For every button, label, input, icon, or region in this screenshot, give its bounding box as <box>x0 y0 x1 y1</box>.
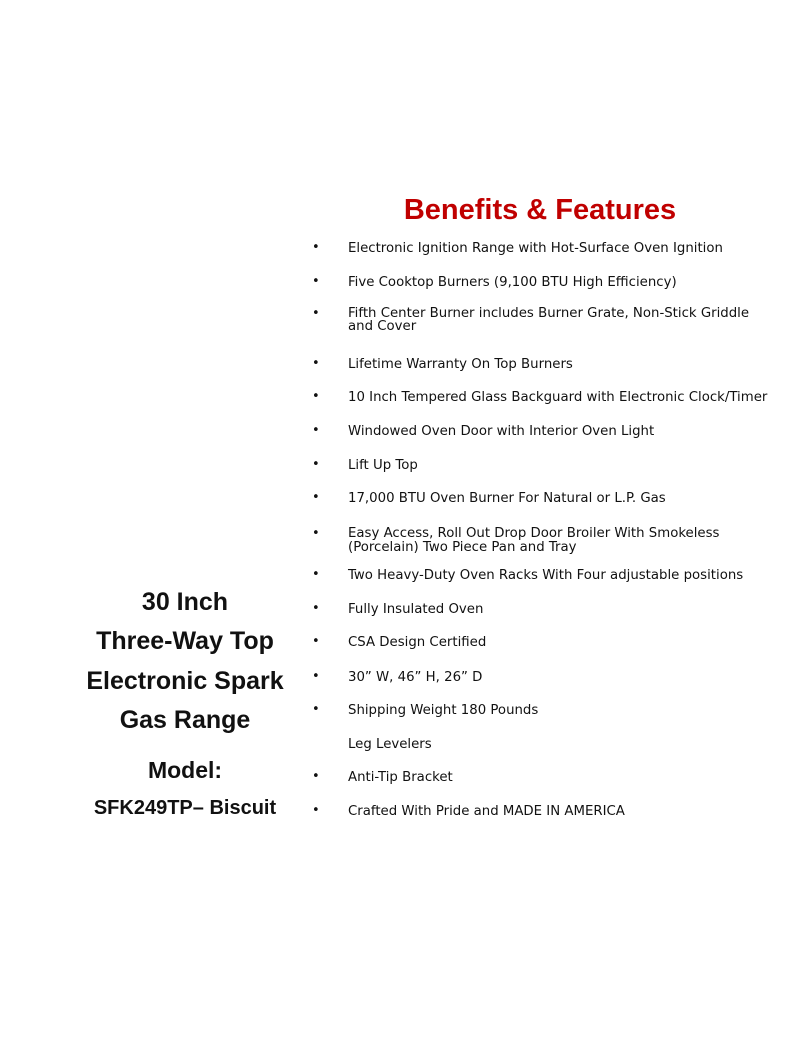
product-size: 30 Inch <box>141 588 229 616</box>
bullet-icon: • <box>312 567 320 582</box>
feature-text: Easy Access, Roll Out Drop Door Broiler With Smokeless (Porcelain) Two Piece Pan and Tray <box>348 526 720 555</box>
feature-text: 30” W, 46” H, 26” D <box>348 670 483 685</box>
bullet-icon: • <box>312 356 320 371</box>
feature-text: Five Cooktop Burners (9,100 BTU High Efficiency) <box>348 275 677 290</box>
bullet-icon: • <box>312 306 320 321</box>
bullet-icon: • <box>312 526 320 541</box>
feature-text: Crafted With Pride and MADE IN AMERICA <box>348 804 625 819</box>
feature-text: Lift Up Top <box>348 458 418 473</box>
model-number: SFK249TP– Biscuit <box>93 797 277 819</box>
model-label: Model: <box>147 757 223 783</box>
bullet-icon: • <box>312 601 320 616</box>
feature-text: Anti-Tip Bracket <box>348 770 453 785</box>
feature-text: Electronic Ignition Range with Hot-Surface Oven Ignition <box>348 241 723 256</box>
feature-text: 17,000 BTU Oven Burner For Natural or L.P. Gas <box>348 491 666 506</box>
bullet-icon: • <box>312 803 320 818</box>
bullet-icon: • <box>312 669 320 684</box>
features-list <box>312 0 792 1037</box>
feature-text: CSA Design Certified <box>348 635 487 650</box>
feature-text: Shipping Weight 180 Pounds <box>348 703 539 718</box>
bullet-icon: • <box>312 490 320 505</box>
bullet-icon: • <box>312 457 320 472</box>
product-ignition: Electronic Spark <box>86 667 284 695</box>
feature-text: Fully Insulated Oven <box>348 602 484 617</box>
feature-text: Lifetime Warranty On Top Burners <box>348 357 573 372</box>
bullet-icon: • <box>312 423 320 438</box>
bullet-icon: • <box>312 389 320 404</box>
feature-text: Two Heavy-Duty Oven Racks With Four adjustable positions <box>348 568 744 583</box>
product-top-type: Three-Way Top <box>96 627 274 655</box>
bullet-icon: • <box>312 702 320 717</box>
feature-text: Leg Levelers <box>348 737 432 752</box>
bullet-icon: • <box>312 634 320 649</box>
product-type: Gas Range <box>119 706 251 734</box>
bullet-icon: • <box>312 240 320 255</box>
features-heading: Benefits & Features <box>403 194 677 226</box>
feature-text: Windowed Oven Door with Interior Oven Light <box>348 424 655 439</box>
bullet-icon: • <box>312 769 320 784</box>
feature-text: 10 Inch Tempered Glass Backguard with Electronic Clock/Timer <box>348 390 768 405</box>
bullet-icon: • <box>312 274 320 289</box>
feature-text: Fifth Center Burner includes Burner Grate, Non-Stick Griddle and Cover <box>348 306 750 334</box>
